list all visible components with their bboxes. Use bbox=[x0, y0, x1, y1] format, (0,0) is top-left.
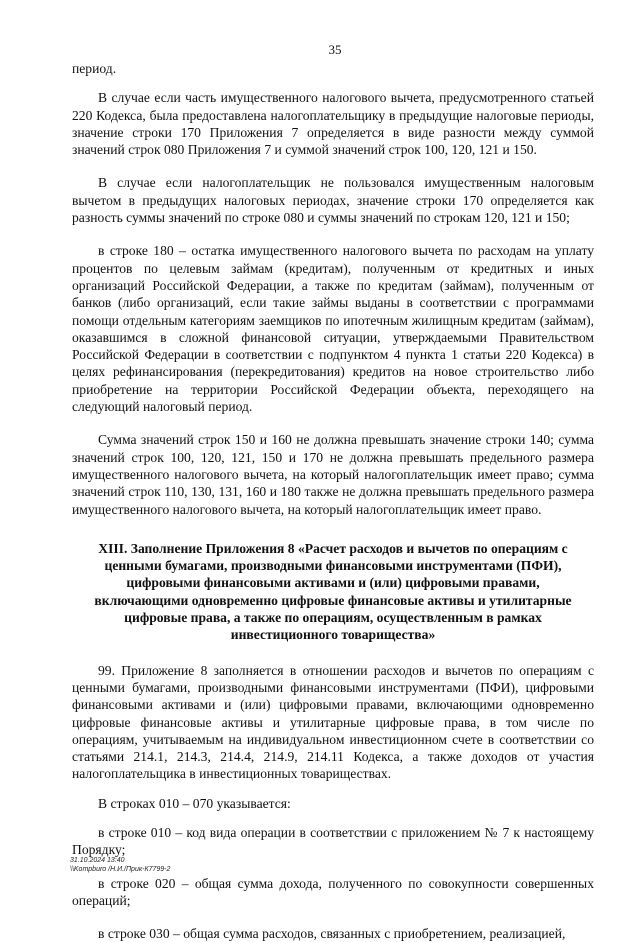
footer-doc-ref: \\Kompburo /Н.И./Прик-К7799-2 bbox=[70, 866, 171, 873]
paragraph-line-170-partial-deduction: В случае если часть имущественного налогового вычета, предусмотренного статьей 220 Кодекса, была предоставлена налогоплательщику в предыдущие налоговые периоды, значение строки 170 Приложения 7 определяется в виде разности между суммой значений строк 080 Приложения 7 и суммой значений строк 100, 120, 121 и 150. bbox=[72, 90, 594, 158]
section-heading: XIII. Заполнение Приложения 8 «Расчет расходов и вычетов по операциям с ценными бумагами, производными финансовыми инструментами (ПФИ), цифровыми финансовыми активами и (или) цифровыми правами, включающими одновременно цифровые финансовые активы и утилитарные цифровые права, а также по операциям, осуществленным в рамках инвестиционного товарищества» bbox=[94, 540, 572, 643]
paragraph-line-020: в строке 020 – общая сумма дохода, полученного по совокупности совершенных операций; bbox=[72, 875, 594, 908]
paragraph-lines-010-070: В строках 010 – 070 указывается: bbox=[98, 795, 291, 811]
paragraph-sum-constraints: Сумма значений строк 150 и 160 не должна превышать значение строки 140; сумма значений строк 100, 120, 121, 150 и 170 не должна превышать предельного размера имущественного налогового вычета, на который налогоплательщик имеет право; сумма значений строк 110, 130, 131, 160 и 180 также не должна превышать предельного размера имущественного налогового вычета, на который налогоплательщик имеет право. bbox=[72, 432, 594, 517]
paragraph-line-030: в строке 030 – общая сумма расходов, связанных с приобретением, реализацией, bbox=[98, 926, 566, 942]
paragraph-line-170-no-prior-deduction: В случае если налогоплательщик не пользовался имущественным налоговым вычетом в предыдущих налоговых периодах, значение строки 170 определяется как разность суммы значений по строке 080 и суммы значений по строкам 120, 121 и 150; bbox=[72, 175, 594, 226]
paragraph-99: 99. Приложение 8 заполняется в отношении расходов и вычетов по операциям с ценными бумагами, производными финансовыми инструментами (ПФИ), цифровыми финансовыми активами и (или) цифровыми правами, включающими одновременно цифровые финансовые активы и утилитарные цифровые права, в том числе по операциям, учитываемым на индивидуальном инвестиционном счете в соответствии со статьями 214.1, 214.3, 214.4, 214.9, 214.11 Кодекса, а также доходов от участия налогоплательщика в инвестиционных товариществах. bbox=[72, 662, 594, 782]
paragraph-line-180: в строке 180 – остатка имущественного налогового вычета по расходам на уплату процентов по целевым займам (кредитам), полученным от кредитных и иных организаций Российской Федерации, а также по кредитам (займам), полученным от банков (либо организаций, если такие займы выданы в соответствии с программами помощи отдельным категориям заемщиков по ипотечным жилищным кредитам (займам), оказавшимся в сложной финансовой ситуации, утверждаемыми Правительством Российской Федерации в соответствии с подпунктом 4 пункта 1 статьи 220 Кодекса) в целях рефинансирования (перекредитования) кредитов на новое строительство либо приобретение на территории Российской Федерации объекта, переходящего на следующий налоговый период. bbox=[72, 243, 594, 415]
document-footer bbox=[70, 856, 170, 874]
footer-timestamp: 31.10.2024 13:40 bbox=[70, 857, 125, 864]
paragraph-line-010: в строке 010 – код вида операции в соответствии с приложением № 7 к настоящему Порядку; bbox=[72, 824, 594, 858]
paragraph-continuation: период. bbox=[72, 61, 117, 76]
document-body bbox=[72, 60, 594, 942]
page-number: 35 bbox=[328, 42, 342, 57]
